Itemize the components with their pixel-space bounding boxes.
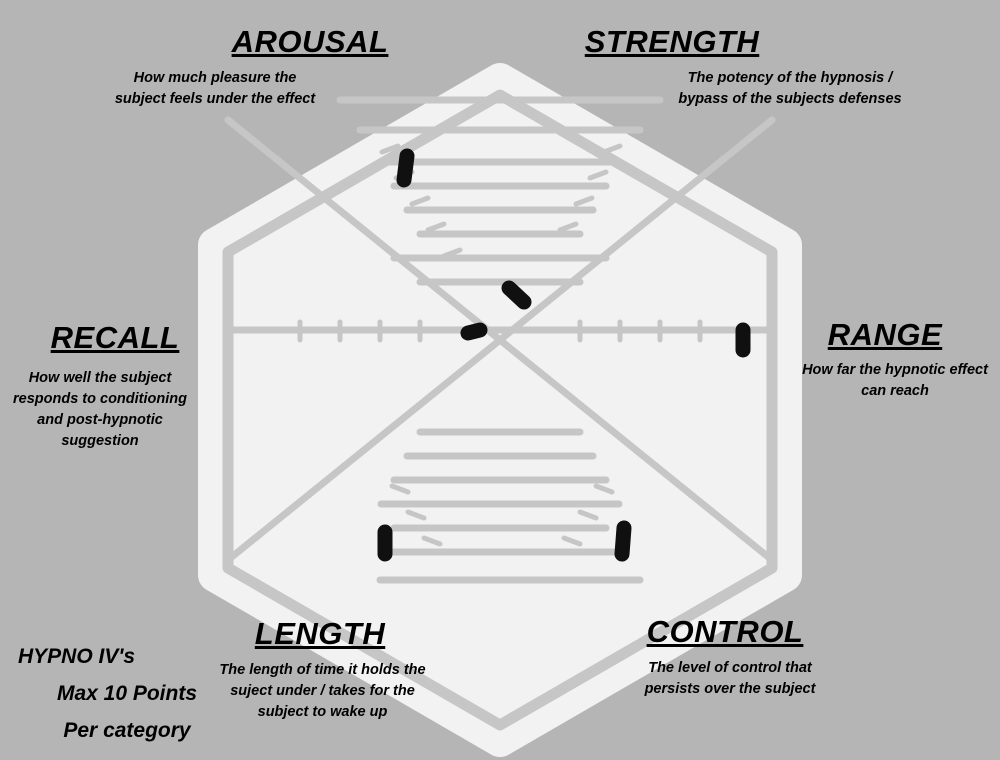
axis-description-arousal: How much pleasure the subject feels under the effect	[114, 70, 316, 107]
axis-description-range: How far the hypnotic effect can reach	[802, 362, 988, 399]
axis-description-control: The level of control that persists over the subject	[644, 660, 816, 697]
marker-strength	[509, 288, 524, 302]
legend-line-2: Max 10 Points	[56, 682, 198, 705]
axis-description-recall: How well the subject responds to conditioning and post-hypnotic suggestion	[13, 370, 187, 449]
axis-title-range: RANGE	[827, 317, 943, 352]
axis-title-length: LENGTH	[254, 616, 386, 651]
axis-description-strength: The potency of the hypnosis / bypass of the subjects defenses	[678, 70, 902, 107]
axis-description-length: The length of time it holds the suject under / takes for the subject to wake up	[219, 662, 426, 720]
axis-title-control: CONTROL	[646, 614, 804, 649]
axis-title-strength: STRENGTH	[584, 24, 760, 59]
marker-recall	[468, 330, 480, 333]
chart-legend	[12, 638, 242, 749]
marker-control	[622, 528, 624, 554]
marker-arousal	[404, 156, 407, 180]
axis-title-recall: RECALL	[50, 320, 180, 355]
legend-line-1: HYPNO IV's	[18, 645, 136, 668]
legend-line-3: Per category	[63, 719, 191, 742]
axis-title-arousal: AROUSAL	[231, 24, 389, 59]
